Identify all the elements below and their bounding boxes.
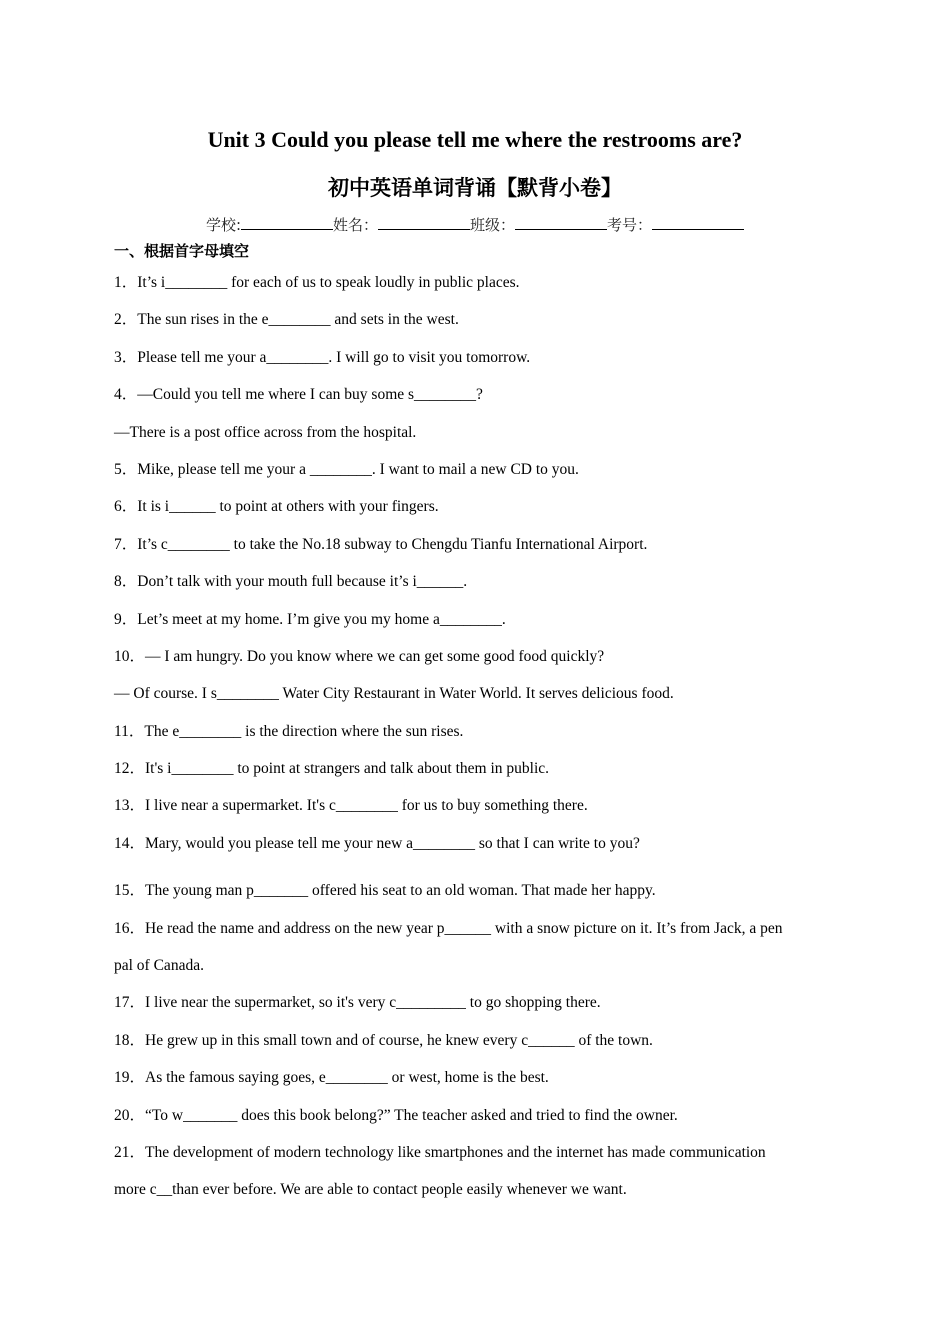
class-field xyxy=(470,215,607,235)
question-line: 19．As the famous saying goes, e________ or west, home is the best. xyxy=(114,1069,549,1087)
question-line: 3．Please tell me your a________. I will go to visit you tomorrow. xyxy=(114,348,531,366)
school-label: 学校: xyxy=(205,216,241,234)
question-line: 2．The sun rises in the e________ and sets in the west. xyxy=(114,311,459,329)
question-line: 21．The development of modern technology like smartphones and the internet has made communication xyxy=(114,1143,766,1161)
page-subtitle: 初中英语单词背诵【默背小卷】 xyxy=(328,176,622,200)
question-line: pal of Canada. xyxy=(114,957,204,975)
page-title: Unit 3 Could you please tell me where the restrooms are? xyxy=(207,127,743,152)
question-line: 13．I live near a supermarket. It's c________ for us to buy something there. xyxy=(114,797,588,815)
name-blank xyxy=(378,215,470,230)
number-field xyxy=(607,215,744,235)
question-line: 6．It is i______ to point at others with your fingers. xyxy=(114,498,439,516)
question-line: 14．Mary, would you please tell me your new a________ so that I can write to you? xyxy=(114,834,640,852)
question-line: —There is a post office across from the hospital. xyxy=(114,423,417,441)
section-heading: 一、根据首字母填空 xyxy=(114,242,250,260)
name-field xyxy=(333,215,470,235)
question-list xyxy=(114,264,844,1209)
student-info-line xyxy=(0,215,950,235)
name-label: 姓名： xyxy=(333,216,379,234)
question-line: 18．He grew up in this small town and of course, he knew every c______ of the town. xyxy=(114,1031,653,1049)
number-blank xyxy=(652,215,744,230)
question-line: 10．— I am hungry. Do you know where we can get some good food quickly? xyxy=(114,647,605,665)
question-line: 11．The e________ is the direction where the sun rises. xyxy=(114,722,464,740)
question-line: 17．I live near the supermarket, so it's very c_________ to go shopping there. xyxy=(114,994,601,1012)
school-field xyxy=(206,215,333,235)
question-line: more c__than ever before. We are able to contact people easily whenever we want. xyxy=(114,1181,627,1199)
question-line: 12．It's i________ to point at strangers and talk about them in public. xyxy=(114,760,550,778)
class-blank xyxy=(515,215,607,230)
class-label: 班级： xyxy=(470,216,516,234)
question-line: 16．He read the name and address on the new year p______ with a snow picture on it. It’s from Jack, a pen xyxy=(114,919,783,937)
school-blank xyxy=(241,215,333,230)
question-line: 20．“To w_______ does this book belong?” The teacher asked and tried to find the owner. xyxy=(114,1106,678,1124)
question-line: 15．The young man p_______ offered his seat to an old woman. That made her happy. xyxy=(114,882,656,900)
question-line: 8．Don’t talk with your mouth full because it’s i______. xyxy=(114,573,468,591)
question-line: 4．—Could you tell me where I can buy some s________? xyxy=(114,386,483,404)
question-line: 5．Mike, please tell me your a ________. I want to mail a new CD to you. xyxy=(114,460,579,478)
question-line: — Of course. I s________ Water City Restaurant in Water World. It serves delicious food. xyxy=(114,685,674,703)
question-line: 1．It’s i________ for each of us to speak loudly in public places. xyxy=(114,274,520,291)
question-line: 7．It’s c________ to take the No.18 subway to Chengdu Tianfu International Airport. xyxy=(114,535,648,553)
number-label: 考号： xyxy=(607,216,653,234)
question-line: 9．Let’s meet at my home. I’m give you my home a________. xyxy=(114,610,506,628)
